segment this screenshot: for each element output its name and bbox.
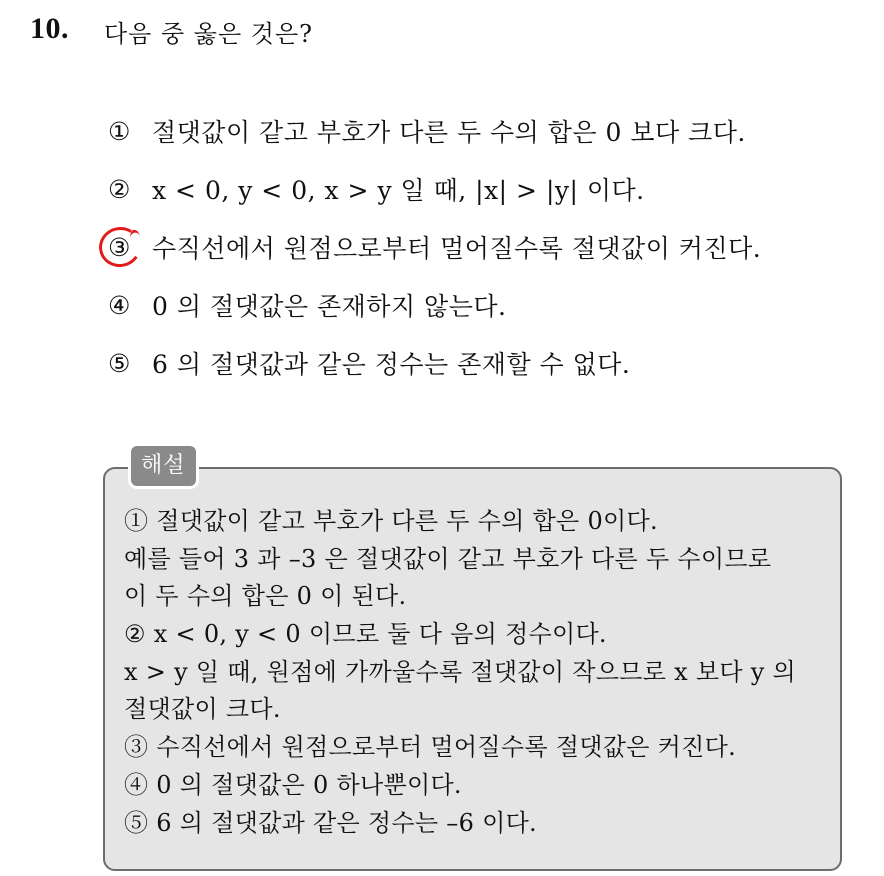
explanation-line: x > y 일 때, 원점에 가까울수록 절댓값이 작으므로 x 보다 y 의 — [124, 657, 797, 686]
choice-mark: ② — [108, 174, 131, 204]
choice-mark: ③ — [108, 232, 131, 262]
choice-list — [108, 102, 761, 392]
choice-text: 6 의 절댓값과 같은 정수는 존재할 수 없다. — [152, 350, 631, 379]
explanation-lines — [124, 503, 796, 842]
explanation-line: ② x < 0, y < 0 이므로 둘 다 음의 정수이다. — [124, 620, 607, 649]
question-number: 10. — [30, 12, 69, 45]
explanation-line: 이 두 수의 합은 0 이 된다. — [124, 582, 407, 611]
choice-mark: ⑤ — [108, 348, 131, 378]
question-text: 다음 중 옳은 것은? — [104, 20, 314, 48]
choice-mark: ④ — [108, 290, 131, 320]
explanation-line: 절댓값이 크다. — [124, 695, 281, 724]
choice-mark: ① — [108, 116, 131, 146]
choice-2[interactable] — [108, 160, 761, 218]
explanation-line: ④ 0 의 절댓값은 0 하나뿐이다. — [124, 770, 462, 799]
explanation-line: ③ 수직선에서 원점으로부터 멀어질수록 절댓값은 커진다. — [124, 733, 737, 762]
answer-circle-icon — [95, 223, 144, 271]
choice-text: 수직선에서 원점으로부터 멀어질수록 절댓값이 커진다. — [152, 234, 762, 263]
choice-4[interactable] — [108, 276, 761, 334]
choice-text: 0 의 절댓값은 존재하지 않는다. — [152, 292, 507, 321]
explanation-label: 해설 — [128, 443, 199, 489]
explanation-line: ① 절댓값이 같고 부호가 다른 두 수의 합은 0이다. — [124, 507, 658, 535]
choice-3[interactable] — [108, 218, 761, 276]
choice-text: x < 0, y < 0, x > y 일 때, |x| > |y| 이다. — [152, 176, 645, 205]
explanation-line: 예를 들어 3 과 –3 은 절댓값이 같고 부호가 다른 두 수이므로 — [124, 544, 772, 573]
choice-1[interactable] — [108, 102, 761, 160]
choice-text: 절댓값이 같고 부호가 다른 두 수의 합은 0 보다 크다. — [152, 118, 746, 147]
choice-5[interactable] — [108, 334, 761, 392]
explanation-line: ⑤ 6 의 절댓값과 같은 정수는 –6 이다. — [124, 808, 537, 837]
